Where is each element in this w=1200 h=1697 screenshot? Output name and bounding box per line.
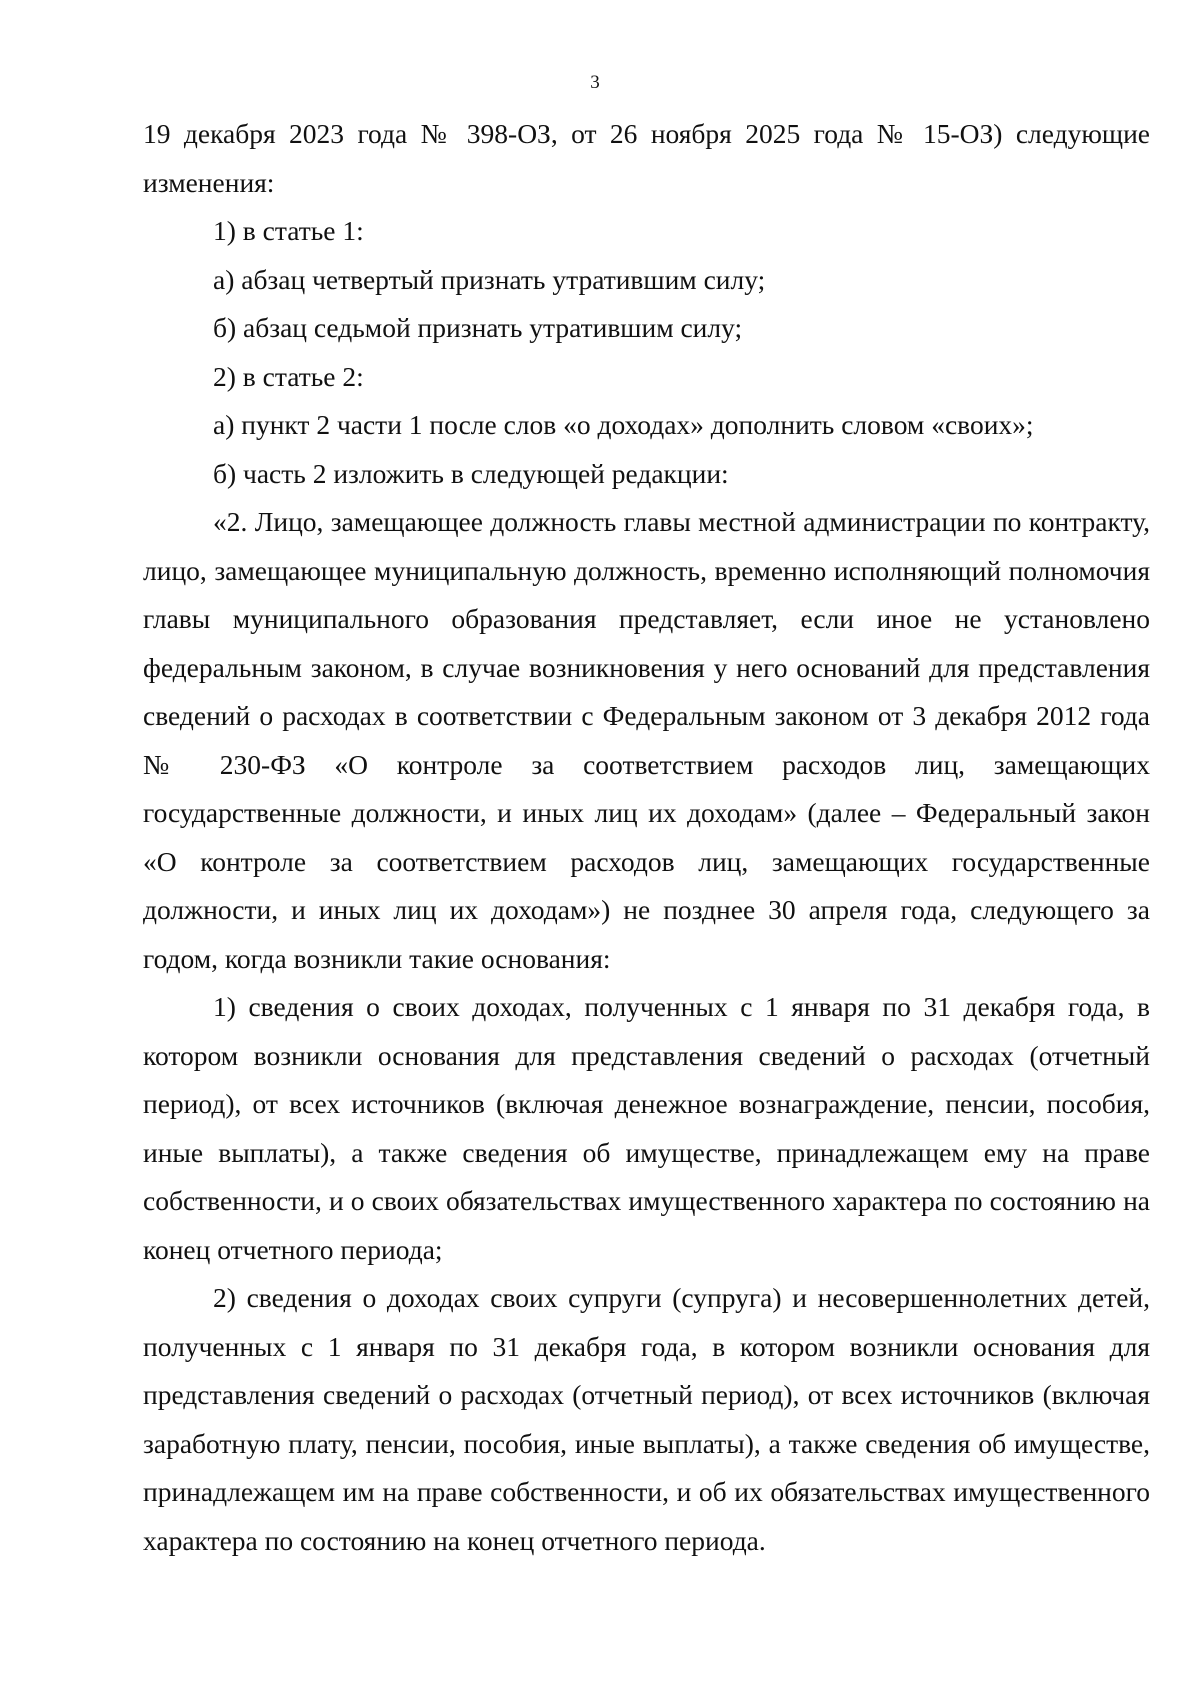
paragraph-subitem-a-2: а) пункт 2 части 1 после слов «о доходах» дополнить словом «своих»; xyxy=(213,409,1034,440)
paragraph-point-2: 2) сведения о доходах своих супруги (супруга) и несовершеннолетних детей, полученных с 1 января по 31 декабря года, в котором возникли основания для представления сведений о расходах (отчетный период), от всех источников (включая заработную плату, пенсии, пособия, иные выплаты), а также сведения об имуществе, принадлежащем им на праве собственности, и об их обязательствах имущественного характера по состоянию на конец отчетного периода. xyxy=(143,1282,1150,1556)
paragraph-part-2-text: «2. Лицо, замещающее должность главы местной администрации по контракту, лицо, замещающее муниципальную должность, временно исполняющий полномочия главы муниципального образования представляет, если иное не установлено федеральным законом, в случае возникновения у него оснований для представления сведений о расходах в соответствии с Федеральным законом от 3 декабря 2012 года № 230-ФЗ «О контроле за соответствием расходов лиц, замещающих государственные должности, и иных лиц их доходам» (далее – Федеральный закон «О контроле за соответствием расходов лиц, замещающих государственные должности, и иных лиц их доходам») не позднее 30 апреля года, следующего за годом, когда возникли такие основания: xyxy=(143,506,1150,974)
paragraph-subitem-a: а) абзац четвертый признать утратившим силу; xyxy=(213,263,766,295)
paragraph-subitem-b-2: б) часть 2 изложить в следующей редакции: xyxy=(213,457,729,489)
page-number: 3 xyxy=(590,72,600,93)
document-body xyxy=(143,110,1150,1565)
paragraph-point-1: 1) сведения о своих доходах, полученных с 1 января по 31 декабря года, в котором возникли основания для представления сведений о расходах (отчетный период), от всех источников (включая денежное вознаграждение, пенсии, пособия, иные выплаты), а также сведения об имуществе, принадлежащем ему на праве собственности, и о своих обязательствах имущественного характера по состоянию на конец отчетного периода; xyxy=(143,991,1150,1265)
paragraph-continuation: 19 декабря 2023 года № 398-ОЗ, от 26 ноября 2025 года № 15-ОЗ) следующие изменения: xyxy=(143,118,1150,198)
paragraph-subitem-b: б) абзац седьмой признать утратившим силу; xyxy=(213,312,743,343)
paragraph-item-article-2: 2) в статье 2: xyxy=(213,360,364,392)
paragraph-item-article-1: 1) в статье 1: xyxy=(213,215,364,246)
